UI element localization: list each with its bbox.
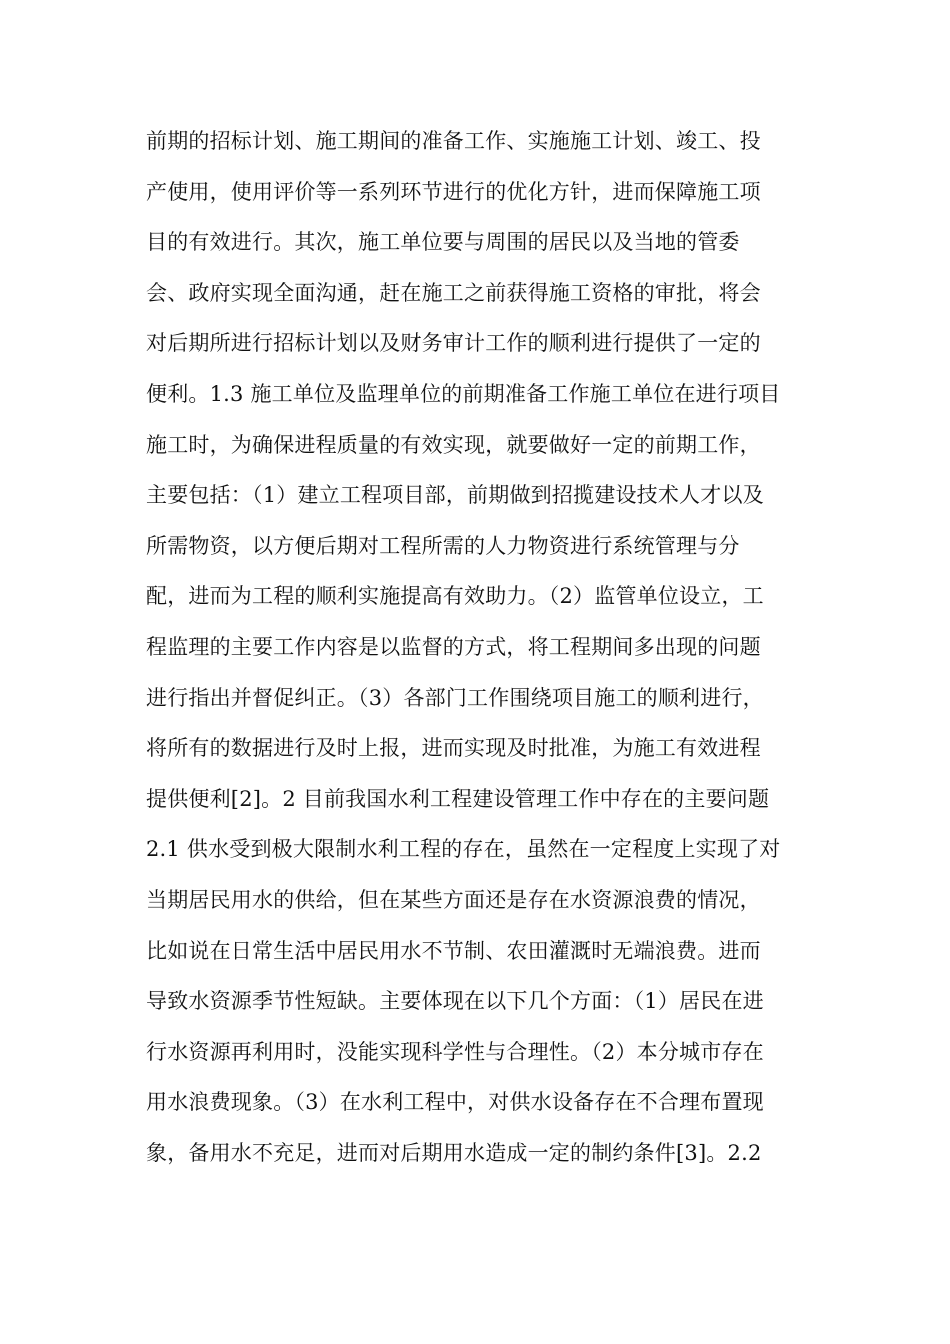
text-line-13: 将所有的数据进行及时上报，进而实现及时批准，为施工有效进程 — [146, 736, 761, 761]
text-line-3: 目的有效进行。其次，施工单位要与周围的居民以及当地的管委 — [146, 230, 740, 255]
text-line-19: 行水资源再利用时，没能实现科学性与合理性。（2）本分城市存在 — [146, 1039, 764, 1064]
text-line-12: 进行指出并督促纠正。（3）各部门工作围绕项目施工的顺利进行， — [146, 685, 764, 710]
text-line-1: 前期的招标计划、施工期间的准备工作、实施施工计划、竣工、投 — [146, 129, 761, 153]
text-line-5: 对后期所进行招标计划以及财务审计工作的顺利进行提供了一定的 — [146, 331, 761, 356]
text-line-2: 产使用，使用评价等一系列环节进行的优化方针，进而保障施工项 — [146, 179, 761, 204]
text-line-10: 配，进而为工程的顺利实施提高有效助力。（2）监管单位设立，工 — [146, 584, 764, 609]
text-line-18: 导致水资源季节性短缺。主要体现在以下几个方面：（1）居民在进 — [146, 989, 764, 1014]
text-line-8: 主要包括：（1）建立工程项目部，前期做到招揽建设技术人才以及 — [146, 483, 764, 508]
text-line-7: 施工时，为确保进程质量的有效实现，就要做好一定的前期工作， — [146, 432, 761, 457]
body-text — [146, 116, 826, 1178]
text-line-4: 会、政府实现全面沟通，赶在施工之前获得施工资格的审批，将会 — [146, 280, 761, 305]
text-line-21: 象，备用水不充足，进而对后期用水造成一定的制约条件[3]。2.2 — [146, 1140, 762, 1165]
text-line-9: 所需物资，以方便后期对工程所需的人力物资进行系统管理与分 — [146, 533, 740, 558]
text-line-14: 提供便利[2]。2 目前我国水利工程建设管理工作中存在的主要问题 — [146, 786, 770, 811]
text-line-17: 比如说在日常生活中居民用水不节制、农田灌溉时无端浪费。进而 — [146, 938, 761, 963]
text-line-20: 用水浪费现象。（3）在水利工程中，对供水设备存在不合理布置现 — [146, 1090, 764, 1115]
text-line-15: 2.1 供水受到极大限制水利工程的存在，虽然在一定程度上实现了对 — [146, 837, 781, 862]
text-line-6: 便利。1.3 施工单位及监理单位的前期准备工作施工单位在进行项目 — [146, 381, 781, 406]
text-line-11: 程监理的主要工作内容是以监督的方式，将工程期间多出现的问题 — [146, 634, 761, 659]
text-line-16: 当期居民用水的供给，但在某些方面还是存在水资源浪费的情况， — [146, 887, 761, 912]
